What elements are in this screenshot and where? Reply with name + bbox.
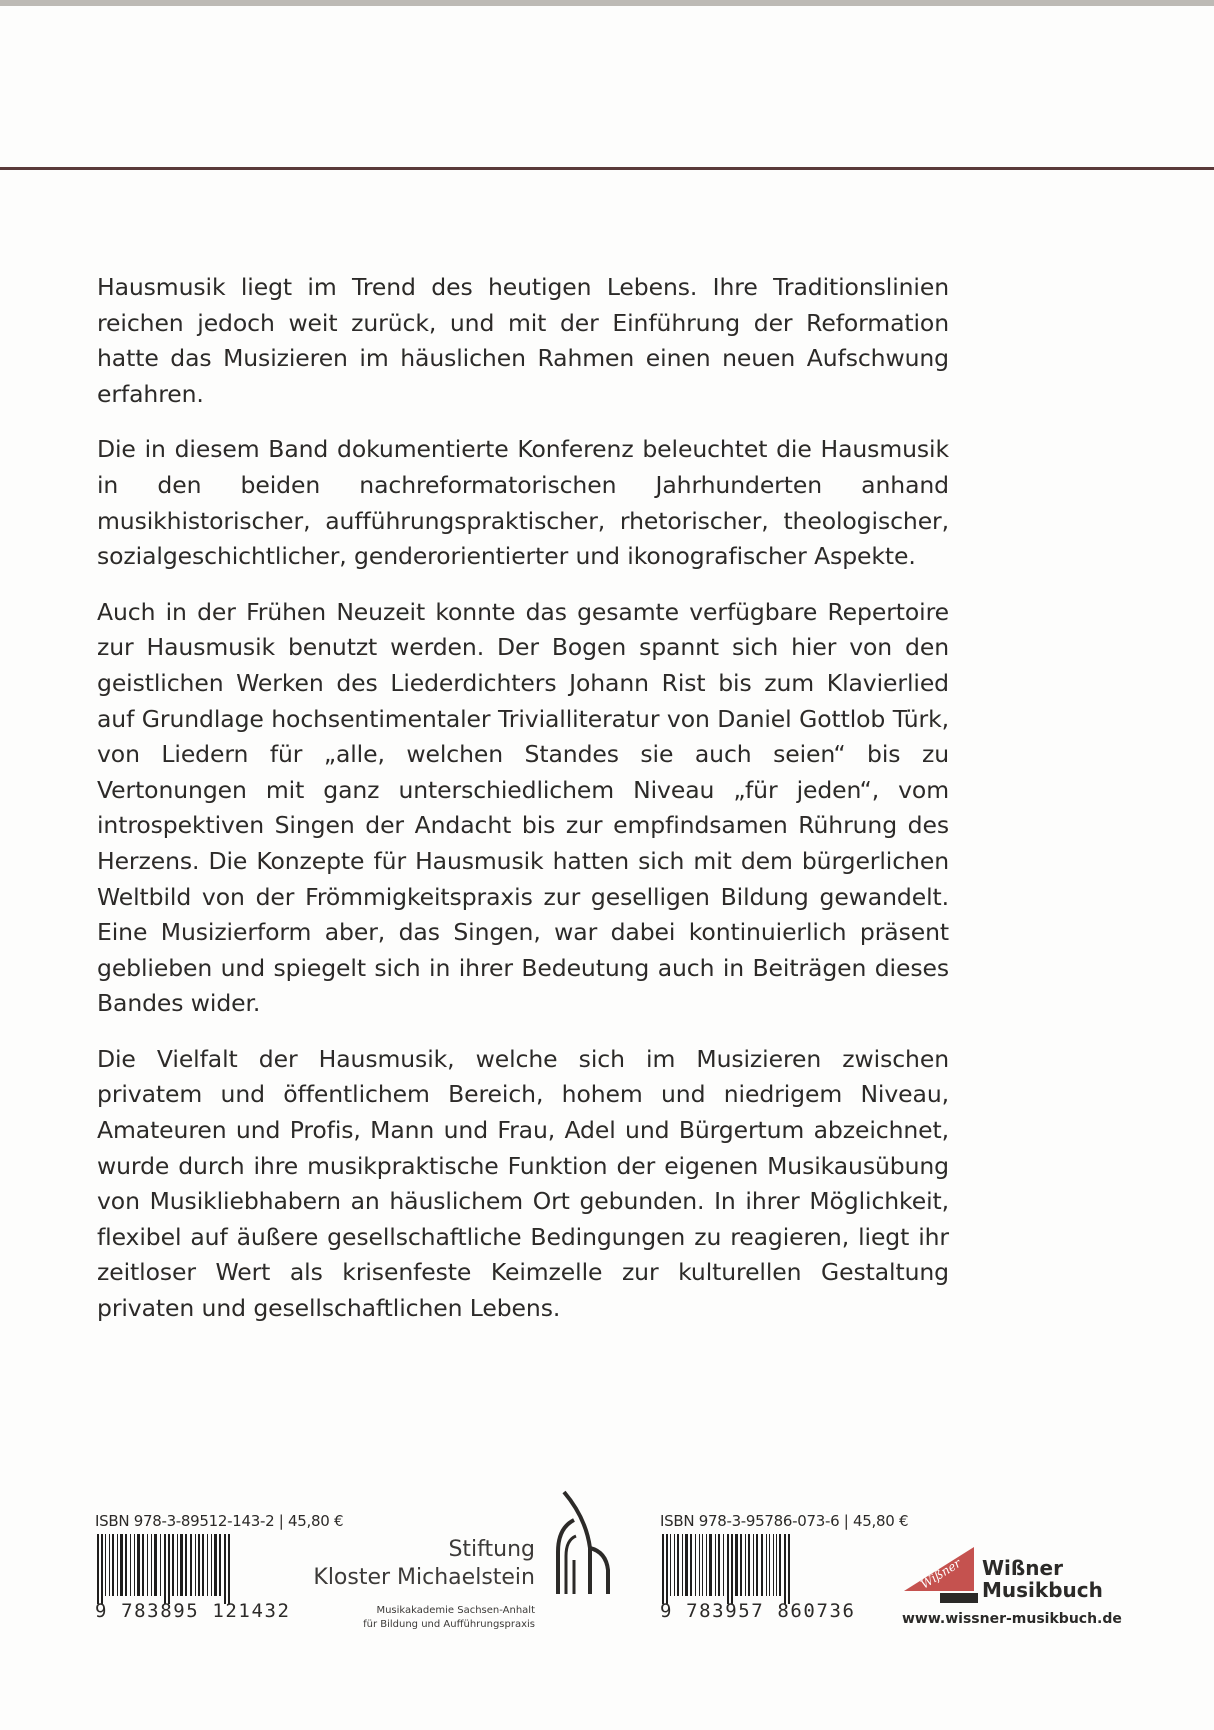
barcode-right [660,1534,885,1604]
stiftung-kloster-michaelstein-logo [313,1490,630,1635]
blurb-paragraph-2: Die in diesem Band dokumentierte Konferenz beleuchtet die Hausmusik in den beiden nachreformatorischen Jahrhunderten anhand musikhistorischer, aufführungspraktischer, rhetorischer, theologischer, sozialgeschichtlicher, genderorientierter und ikonografischer Aspekte. [97,435,949,571]
stiftung-line-1: Stiftung [448,1537,535,1562]
top-edge-shadow [0,0,1214,6]
header-rule [0,167,1214,170]
wissner-musikbuch-logo [900,1545,1120,1635]
barcode-block-left [95,1511,344,1622]
wissner-name: Wißner [982,1556,1063,1580]
blurb-paragraph-4: Die Vielfalt der Hausmusik, welche sich im Musizieren zwischen privatem und öffentlichem Bereich, hohem und niedrigem Niveau, Amateuren und Profis, Mann und Frau, Adel und Bürgertum abzeichnet, wurde durch ihre musikpraktische Funktion der eigenen Musikausübung von Musikliebhabern an häuslichem Ort gebunden. In ihrer Möglichkeit, flexibel auf äußere gesellschaftliche Bedingungen zu reagieren, liegt ihr zeitloser Wert als krisenfeste Keimzelle zur kulturellen Gestaltung privaten und gesellschaftlichen Lebens. [97,1044,949,1323]
blurb-paragraph-3: Auch in der Frühen Neuzeit konnte das gesamte verfügbare Repertoire zur Hausmusik benutzt werden. Der Bogen spannt sich hier von den geistlichen Werken des Liederdichters Johann Rist bis zum Klavierlied auf Grundlage hochsentimentaler Trivialliteratur von Daniel Gottlob Türk, von Liedern für „alle, welchen Standes sie auch seien“ bis zu Vertonungen mit ganz unterschiedlichem Niveau „für jeden“, vom introspektiven Singen der Andacht bis zur empfindsamen Rührung des Herzens. Die Konzepte für Hausmusik hatten sich mit dem bürgerlichen Weltbild von der Frömmigkeitspraxis zur geselligen Bildung gewandelt. Eine Musizierform aber, das Singen, war dabei kontinuierlich präsent geblieben und spiegelt sich in ihrer Bedeutung auch in Beiträgen dieses Bandes wider. [97,597,949,1018]
stiftung-line-2: Kloster Michaelstein [313,1565,535,1590]
wissner-url: www.wissner-musikbuch.de [902,1611,1122,1627]
wissner-triangle-logo-icon [900,1545,980,1607]
barcode-left [95,1534,320,1604]
isbn-label-left: ISBN 978-3-89512-143-2 | 45,80 € [95,1512,344,1530]
stiftung-subline-2: für Bildung und Aufführungspraxis [363,1619,535,1630]
stiftung-subline-1: Musikakademie Sachsen-Anhalt [376,1605,535,1616]
isbn-label-right: ISBN 978-3-95786-073-6 | 45,80 € [660,1512,909,1530]
barcode-digits-left: 9 783895 121432 [95,1600,291,1622]
wissner-musikbuch: Musikbuch [982,1578,1103,1602]
barcode-block-right [660,1511,909,1622]
michaelstein-arch-icon [550,1490,620,1600]
blurb-paragraph-1: Hausmusik liegt im Trend des heutigen Lebens. Ihre Traditionslinien reichen jedoch weit zurück, und mit der Einführung der Reformation hatte das Musizieren im häuslichen Rahmen einen neuen Aufschwung erfahren. [97,273,949,408]
wissner-logo-mark-text: Wißner [918,1556,964,1592]
cover-blurb [97,270,949,1327]
barcode-digits-right: 9 783957 860736 [660,1600,856,1622]
